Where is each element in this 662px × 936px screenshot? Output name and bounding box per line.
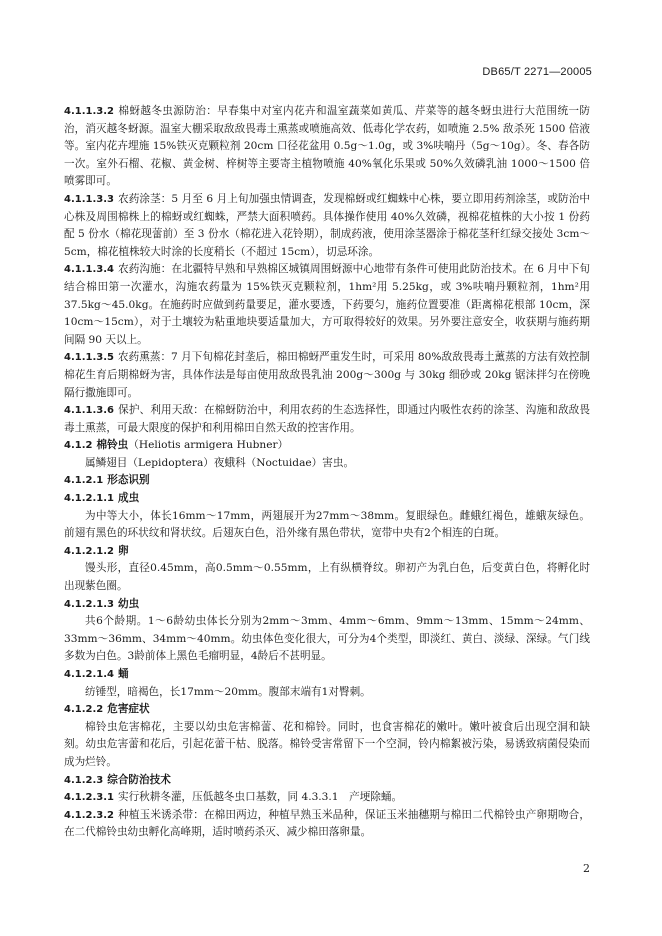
egg-description: 馒头形，直径0.45mm，高0.5mm～0.55mm，上有纵横脊纹。卵初产为乳白色，后变黄白色，将孵化时出现紫色圈。 bbox=[64, 562, 590, 593]
section-heading-4-1-2-3 bbox=[64, 772, 590, 790]
clause-number: 4.1.2.3.1 bbox=[64, 792, 114, 804]
classification-text: 属鳞翅目（Lepidoptera）夜蛾科（Noctuidae）害虫。 bbox=[85, 456, 355, 469]
clause-text: 农药涂茎：5 月至 6 月上旬加强虫情调查，发现棉蚜或红蜘蛛中心株，要立即用药剂涂茎，或防治中心株及周围棉株上的棉蚜或红蜘蛛，严禁大面积喷药。具体操作使用 40%久效磷，视棉花植株的大小按 1 份药配 5 份水（棉花现蕾前）至 3 份水（棉花进入花铃期），制成药液，使用涂茎器涂于棉花茎秆红绿交接处 3cm～5cm，棉花植株较大时涂的长度稍长（不超过 15cm），切忌环涂。 bbox=[64, 192, 590, 258]
paragraph-4-1-2-3-1 bbox=[64, 789, 590, 807]
clause-text: 农药沟施：在北疆特早熟和早熟棉区城镇周围蚜源中心地带有条件可使用此防治技术。在 6 月中下旬结合棉田第一次灌水，沟施农药量为 15%铁灭克颗粒剂，1hm²用 5.25kg，或 3%呋喃丹颗粒剂，1hm²用 37.5kg～45.0kg。在施药时应做到药量要足，灌水要透，下药要匀，施药位置要准（距离棉花根部 10cm，深 10cm～15cm），对于土壤较为粘重地块要适量加大，方可取得较好的效果。另外要注意安全，收获期与施药期间隔 90 天以上。 bbox=[64, 263, 590, 346]
clause-text: 实行秋耕冬灌，压低越冬虫口基数，同 4.3.3.1 产埂除蛹。 bbox=[118, 791, 403, 804]
clause-text: 棉蚜越冬虫源防治：早春集中对室内花卉和温室蔬菜如黄瓜、芹菜等的越冬蚜虫进行大范围统一防治，消灭越冬蚜源。温室大棚采取敌敌畏毒土熏蒸或喷施高效、低毒化学农药，如喷施 2.5% 敌杀死 1500 倍液等。室内花卉埋施 15%铁灭克颗粒剂 20cm 口径花盆用 0.5g～1.0g，或 3%呋喃丹（5g～10g）。冬、春各防一次。室外石榴、花椒、黄金树、梓树等主要寄主植物喷施 40%氧化乐果或 50%久效磷乳油 1000～1500 倍喷雾即可。 bbox=[64, 105, 590, 188]
damage-description: 棉铃虫危害棉花，主要以幼虫危害棉蕾、花和棉铃。同时，也食害棉花的嫩叶。嫩叶被食后出现空洞和缺刻。幼虫危害蕾和花后，引起花蕾干枯、脱落。棉铃受害常留下一个空洞，铃内棉絮被污染，易诱致病菌侵染而成为烂铃。 bbox=[64, 720, 590, 768]
section-number: 4.1.2.1 bbox=[64, 475, 104, 487]
subheading-pupa bbox=[64, 666, 590, 684]
clause-text: 保护、利用天敌：在棉蚜防治中，利用农药的生态选择性，即通过内吸性农药的涂茎、沟施和敌敌畏毒土熏蒸，可最大限度的保护和利用棉田自然天敌的控害作用。 bbox=[64, 404, 590, 434]
section-number: 4.1.2.1.3 bbox=[64, 598, 114, 610]
section-number: 4.1.2.1.1 bbox=[64, 493, 114, 505]
paragraph-4-1-1-3-5 bbox=[64, 349, 590, 402]
document-body bbox=[64, 103, 590, 842]
section-heading-4-1-2 bbox=[64, 437, 590, 455]
clause-text: 农药熏蒸：7 月下旬棉花封垄后，棉田棉蚜严重发生时，可采用 80%敌敌畏毒土薰蒸的方法有效控制棉花生育后期棉蚜为害，具体作法是每亩使用敌敌畏乳油 200g～300g 与 30kg 细砂或 20kg 锯沫拌匀在傍晚隔行撒施即可。 bbox=[64, 351, 590, 399]
larva-description: 共6个龄期。1～6龄幼虫体长分别为2mm～3mm、4mm～6mm、9mm～13mm、15mm～24mm、33mm～36mm、34mm～40mm。幼虫体色变化很大，可分为4个类型，即淡红、黄白、淡绿、深绿。气门线多数为白色。3龄前体上黑色毛瘤明显，4龄后不甚明显。 bbox=[64, 615, 590, 663]
section-title: 蛹 bbox=[118, 668, 129, 680]
clause-number: 4.1.2.3.2 bbox=[64, 809, 114, 821]
section-title: 形态识别 bbox=[107, 474, 150, 487]
section-number: 4.1.2.1.2 bbox=[64, 545, 114, 557]
subheading-larva bbox=[64, 596, 590, 614]
clause-number: 4.1.1.3.4 bbox=[64, 264, 114, 276]
section-heading-4-1-2-2 bbox=[64, 701, 590, 719]
clause-number: 4.1.1.3.5 bbox=[64, 352, 114, 364]
pupa-description: 纺锤型，暗褐色，长17mm～20mm。腹部末端有1对臀刺。 bbox=[85, 685, 371, 698]
section-title: 卵 bbox=[118, 544, 129, 557]
subheading-egg bbox=[64, 543, 590, 561]
section-title: 综合防治技术 bbox=[107, 773, 171, 786]
section-title: 成虫 bbox=[118, 492, 140, 505]
section-number: 4.1.2.1.4 bbox=[64, 669, 114, 680]
section-number: 4.1.2.2 bbox=[64, 704, 104, 716]
clause-number: 4.1.1.3.2 bbox=[64, 106, 114, 117]
latin-name: （Heliotis armigera Hubner） bbox=[128, 439, 289, 452]
section-number: 4.1.2.3 bbox=[64, 774, 104, 786]
paragraph-4-1-1-3-2 bbox=[64, 103, 590, 191]
section-number: 4.1.2 bbox=[64, 440, 93, 452]
clause-text: 种植玉米诱杀带：在棉田两边，种植早熟玉米品种，保证玉米抽穗期与棉田二代棉铃虫产卵期吻合，在二代棉铃虫幼虫孵化高峰期，适时喷药杀灭、减少棉田落卵量。 bbox=[64, 808, 590, 839]
standard-code: DB65/T 2271—20005 bbox=[482, 66, 592, 78]
section-title: 棉铃虫 bbox=[96, 439, 129, 452]
paragraph-4-1-1-3-4 bbox=[64, 261, 590, 349]
paragraph-4-1-2-3-2 bbox=[64, 807, 590, 842]
clause-number: 4.1.1.3.6 bbox=[64, 405, 114, 417]
section-heading-4-1-2-1 bbox=[64, 472, 590, 490]
adult-description: 为中等大小，体长16mm～17mm，两翅展开为27mm～38mm。复眼绿色。雌蛾红褐色，雄蛾灰绿色。前翅有黑色的环状纹和肾状纹。后翅灰白色，沿外缘有黑色带状，宽带中央有2个相连的白斑。 bbox=[64, 509, 590, 540]
subheading-adult bbox=[64, 490, 590, 508]
page-number: 2 bbox=[583, 862, 590, 875]
section-title: 危害症状 bbox=[107, 703, 150, 716]
paragraph-4-1-1-3-6 bbox=[64, 402, 590, 437]
paragraph-4-1-1-3-3 bbox=[64, 191, 590, 261]
clause-number: 4.1.1.3.3 bbox=[64, 193, 114, 205]
section-title: 幼虫 bbox=[118, 597, 140, 610]
